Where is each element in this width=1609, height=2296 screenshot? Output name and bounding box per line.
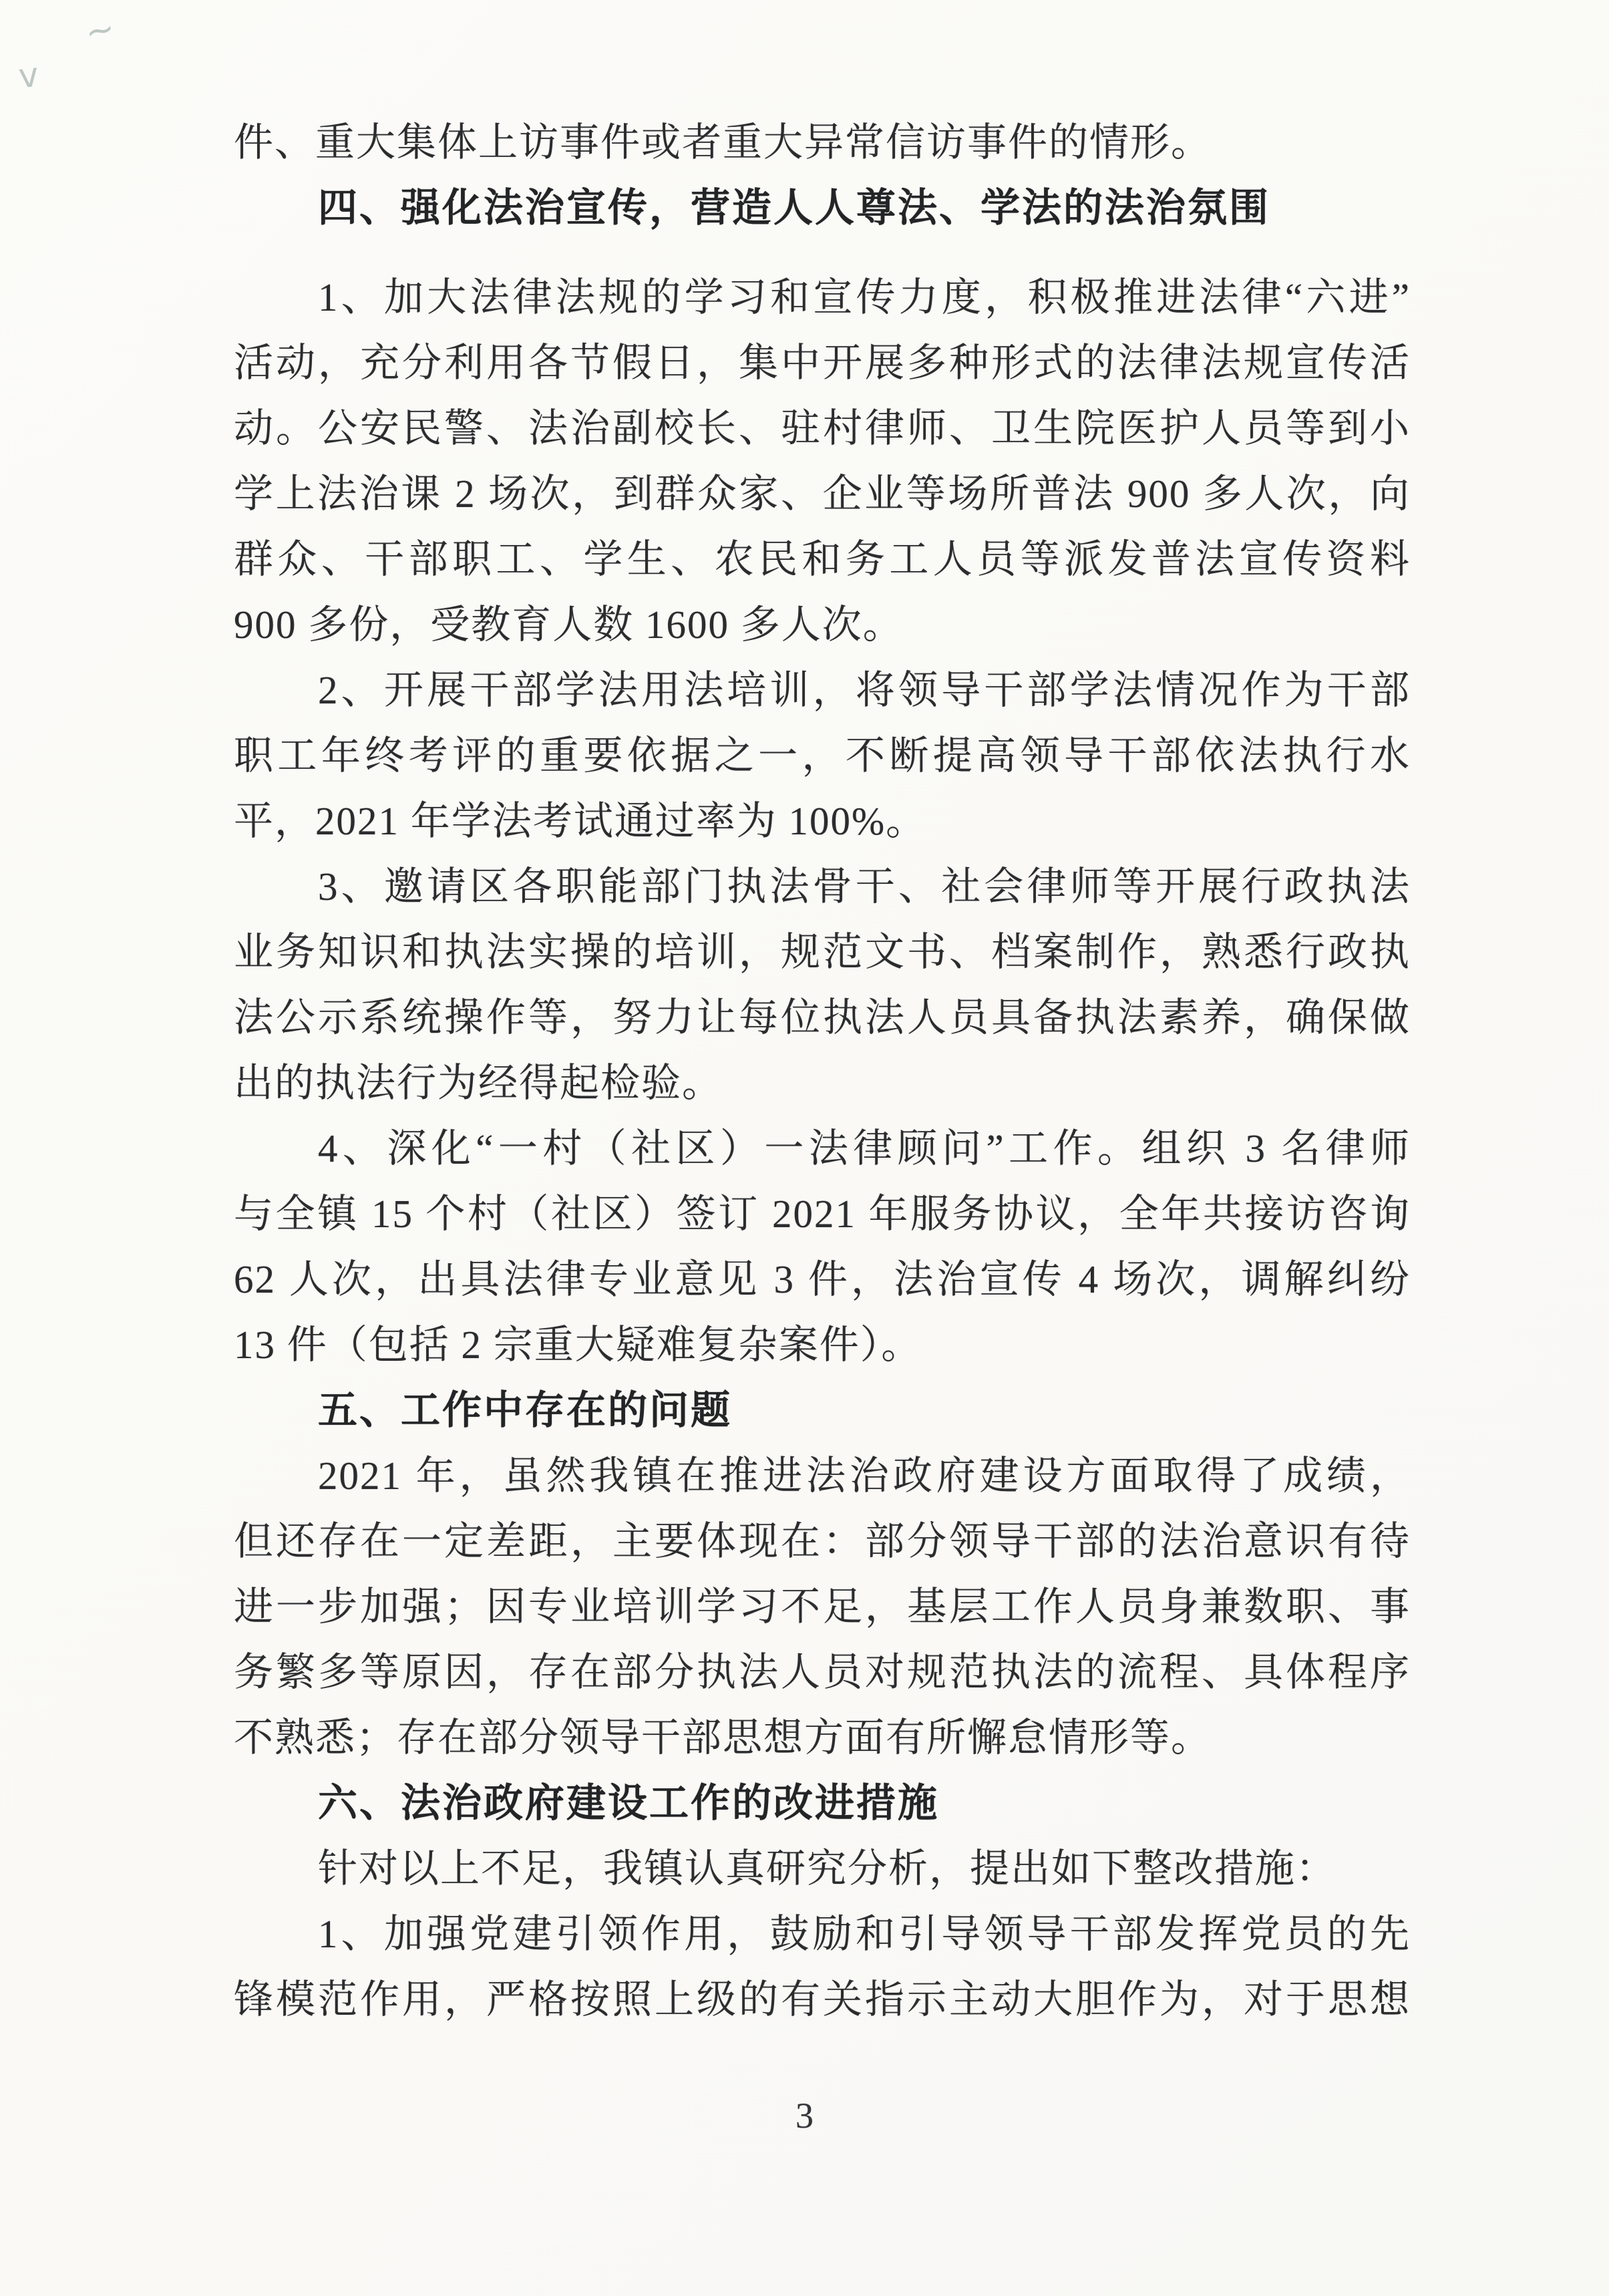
text-line: 1、加强党建引领作用，鼓励和引导领导干部发挥党员的先 xyxy=(318,1912,1411,1956)
text-line: 群众、干部职工、学生、农民和务工人员等派发普法宣传资料 xyxy=(234,537,1411,581)
text-line: 法公示系统操作等，努力让每位执法人员具备执法素养，确保做 xyxy=(234,995,1411,1039)
text-line: 进一步加强；因专业培训学习不足，基层工作人员身兼数职、事 xyxy=(234,1585,1411,1629)
section-heading: 四、强化法治宣传，营造人人尊法、学法的法治氛围 xyxy=(318,186,1271,230)
pencil-mark-artifact: ~ xyxy=(81,8,119,53)
text-line: 62 人次，出具法律专业意见 3 件，法治宣传 4 场次，调解纠纷 xyxy=(234,1257,1411,1301)
text-line: 动。公安民警、法治副校长、驻村律师、卫生院医护人员等到小 xyxy=(234,406,1411,450)
text-line: 3、邀请区各职能部门执法骨干、社会律师等开展行政执法 xyxy=(318,864,1411,909)
text-line: 务繁多等原因，存在部分执法人员对规范执法的流程、具体程序 xyxy=(234,1650,1411,1694)
text-line: 13 件（包括 2 宗重大疑难复杂案件）。 xyxy=(234,1323,922,1367)
text-line: 锋模范作用，严格按照上级的有关指示主动大胆作为，对于思想 xyxy=(234,1977,1411,2021)
text-line: 出的执法行为经得起检验。 xyxy=(234,1061,723,1105)
text-line: 与全镇 15 个村（社区）签订 2021 年服务协议，全年共接访咨询 xyxy=(234,1192,1411,1236)
pencil-mark-artifact: v xyxy=(17,55,41,96)
section-heading: 六、法治政府建设工作的改进措施 xyxy=(318,1781,940,1825)
page-number: 3 xyxy=(795,2096,814,2136)
text-line: 2021 年，虽然我镇在推进法治政府建设方面取得了成绩， xyxy=(318,1454,1411,1498)
text-line: 职工年终考评的重要依据之一，不断提高领导干部依法执行水 xyxy=(234,733,1411,778)
text-line: 1、加大法律法规的学习和宣传力度，积极推进法律“六进” xyxy=(318,275,1411,319)
text-line: 件、重大集体上访事件或者重大异常信访事件的情形。 xyxy=(234,120,1212,164)
text-line: 但还存在一定差距，主要体现在：部分领导干部的法治意识有待 xyxy=(234,1519,1411,1563)
text-line: 针对以上不足，我镇认真研究分析，提出如下整改措施： xyxy=(318,1846,1337,1891)
text-line: 平，2021 年学法考试通过率为 100%。 xyxy=(234,799,927,843)
section-heading: 五、工作中存在的问题 xyxy=(318,1388,733,1432)
text-line: 学上法治课 2 场次，到群众家、企业等场所普法 900 多人次，向 xyxy=(234,472,1411,516)
text-line: 业务知识和执法实操的培训，规范文书、档案制作，熟悉行政执 xyxy=(234,930,1411,974)
text-line: 活动，充分利用各节假日，集中开展多种形式的法律法规宣传活 xyxy=(234,341,1411,385)
text-line: 不熟悉；存在部分领导干部思想方面有所懈怠情形等。 xyxy=(234,1715,1212,1760)
text-line: 2、开展干部学法用法培训，将领导干部学法情况作为干部 xyxy=(318,668,1411,712)
text-line: 900 多份，受教育人数 1600 多人次。 xyxy=(234,603,904,647)
text-line: 4、深化“一村（社区）一法律顾问”工作。组织 3 名律师 xyxy=(318,1126,1411,1170)
document-text-column xyxy=(234,110,1411,2032)
